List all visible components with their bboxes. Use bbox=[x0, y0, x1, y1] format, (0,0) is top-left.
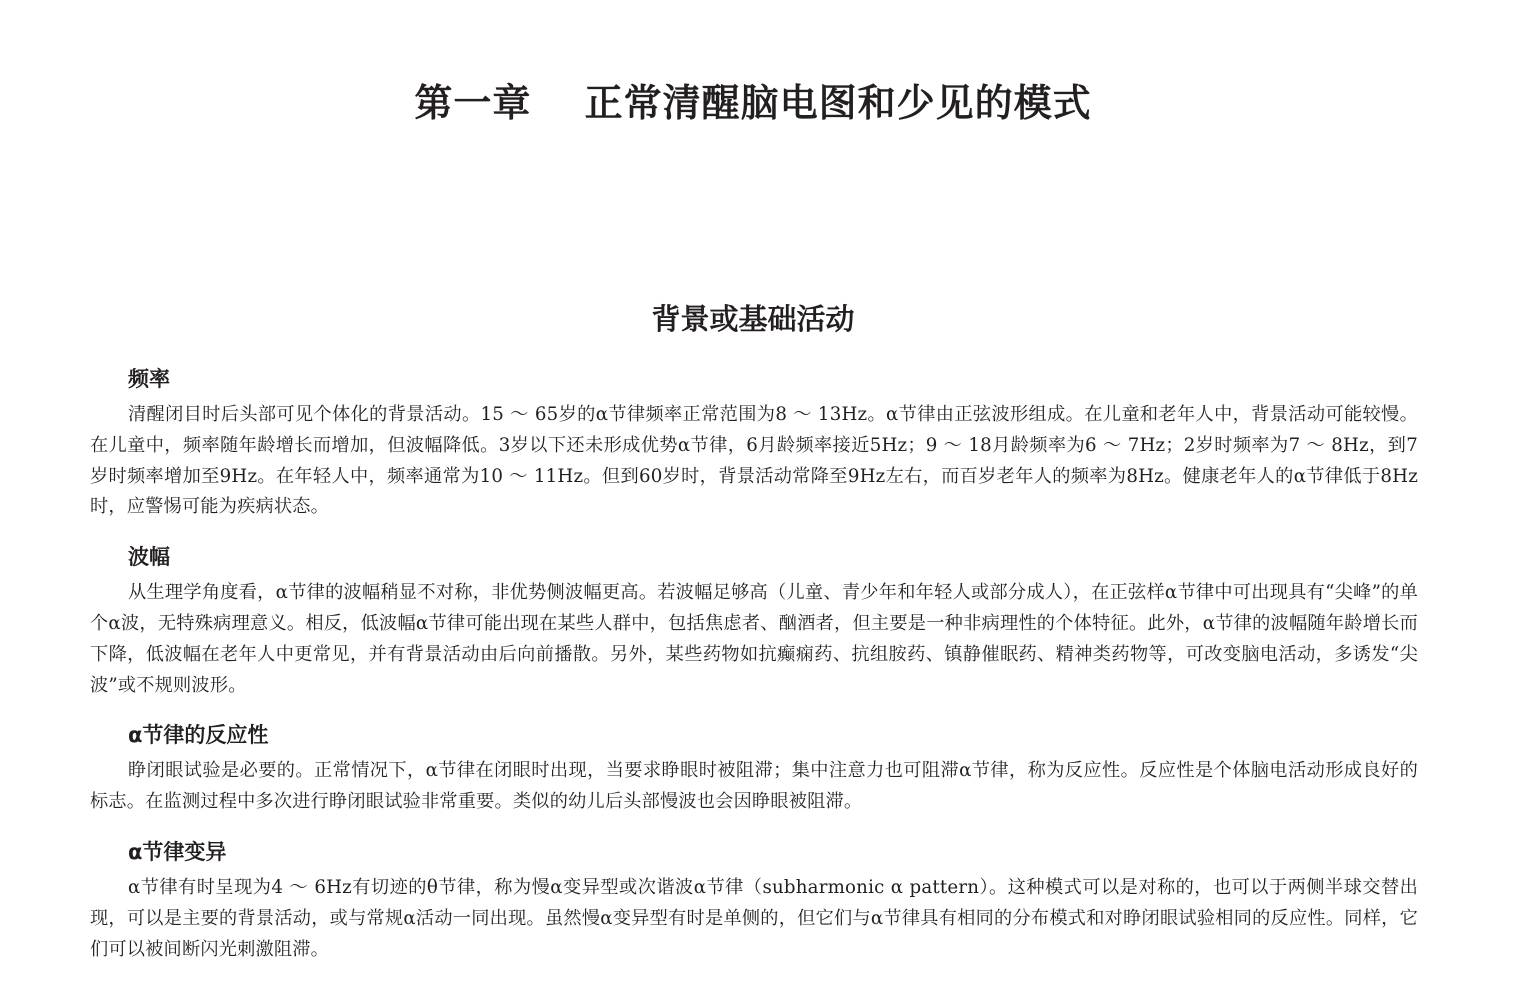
subsection-heading: α节律的反应性 bbox=[128, 723, 269, 748]
paragraph: 从生理学角度看，α节律的波幅稍显不对称，非优势侧波幅更高。若波幅足够高（儿童、青少年和年轻人或部分成人），在正弦样α节律中可出现具有“尖峰”的单个α波，无特殊病理意义。相反，低波幅α节律可能出现在某些人群中，包括焦虑者、酗酒者，但主要是一种非病理性的个体特征。此外，α节律的波幅随年龄增长而下降，低波幅在老年人中更常见，并有背景活动由后向前播散。另外，某些药物如抗癫痫药、抗组胺药、镇静催眠药、精神类药物等，可改变脑电活动，多诱发“尖波”或不规则波形。 bbox=[90, 582, 1418, 696]
paragraph: 清醒闭目时后头部可见个体化的背景活动。15 ～ 65岁的α节律频率正常范围为8 ～ 13Hz。α节律由正弦波形组成。在儿童和老年人中，背景活动可能较慢。在儿童中，频率随年龄增长而增加，但波幅降低。3岁以下还未形成优势α节律，6月龄频率接近5Hz；9 ～ 18月龄频率为6 ～ 7Hz；2岁时频率为7 ～ 8Hz，到7岁时频率增加至9Hz。在年轻人中，频率通常为10 ～ 11Hz。但到60岁时，背景活动常降至9Hz左右，而百岁老年人的频率为8Hz。健康老年人的α节律低于8Hz时，应警惕可能为疾病状态。 bbox=[90, 404, 1418, 518]
subsection-alpha-variant bbox=[90, 837, 1418, 965]
paragraph: 睁闭眼试验是必要的。正常情况下，α节律在闭眼时出现，当要求睁眼时被阻滞；集中注意力也可阻滞α节律，称为反应性。反应性是个体脑电活动形成良好的标志。在监测过程中多次进行睁闭眼试验非常重要。类似的幼儿后头部慢波也会因睁眼被阻滞。 bbox=[90, 760, 1418, 813]
subsection-heading: 频率 bbox=[128, 367, 170, 391]
subsection-amplitude bbox=[90, 542, 1418, 701]
section-title: 背景或基础活动 bbox=[651, 302, 855, 337]
section-body bbox=[90, 364, 1418, 984]
subsection-alpha-reactivity bbox=[90, 720, 1418, 818]
chapter-title: 第一章 正常清醒脑电图和少见的模式 bbox=[414, 80, 1092, 126]
paragraph: α节律有时呈现为4 ～ 6Hz有切迹的θ节律，称为慢α变异型或次谐波α节律（subharmonic α pattern）。这种模式可以是对称的，也可以于两侧半球交替出现，可以是主要的背景活动，或与常规α活动一同出现。虽然慢α变异型有时是单侧的，但它们与α节律具有相同的分布模式和对睁闭眼试验相同的反应性。同样，它们可以被间断闪光刺激阻滞。 bbox=[90, 876, 1418, 960]
subsection-frequency bbox=[90, 364, 1418, 523]
subsection-heading: 波幅 bbox=[128, 545, 170, 570]
subsection-heading: α节律变异 bbox=[128, 839, 227, 864]
